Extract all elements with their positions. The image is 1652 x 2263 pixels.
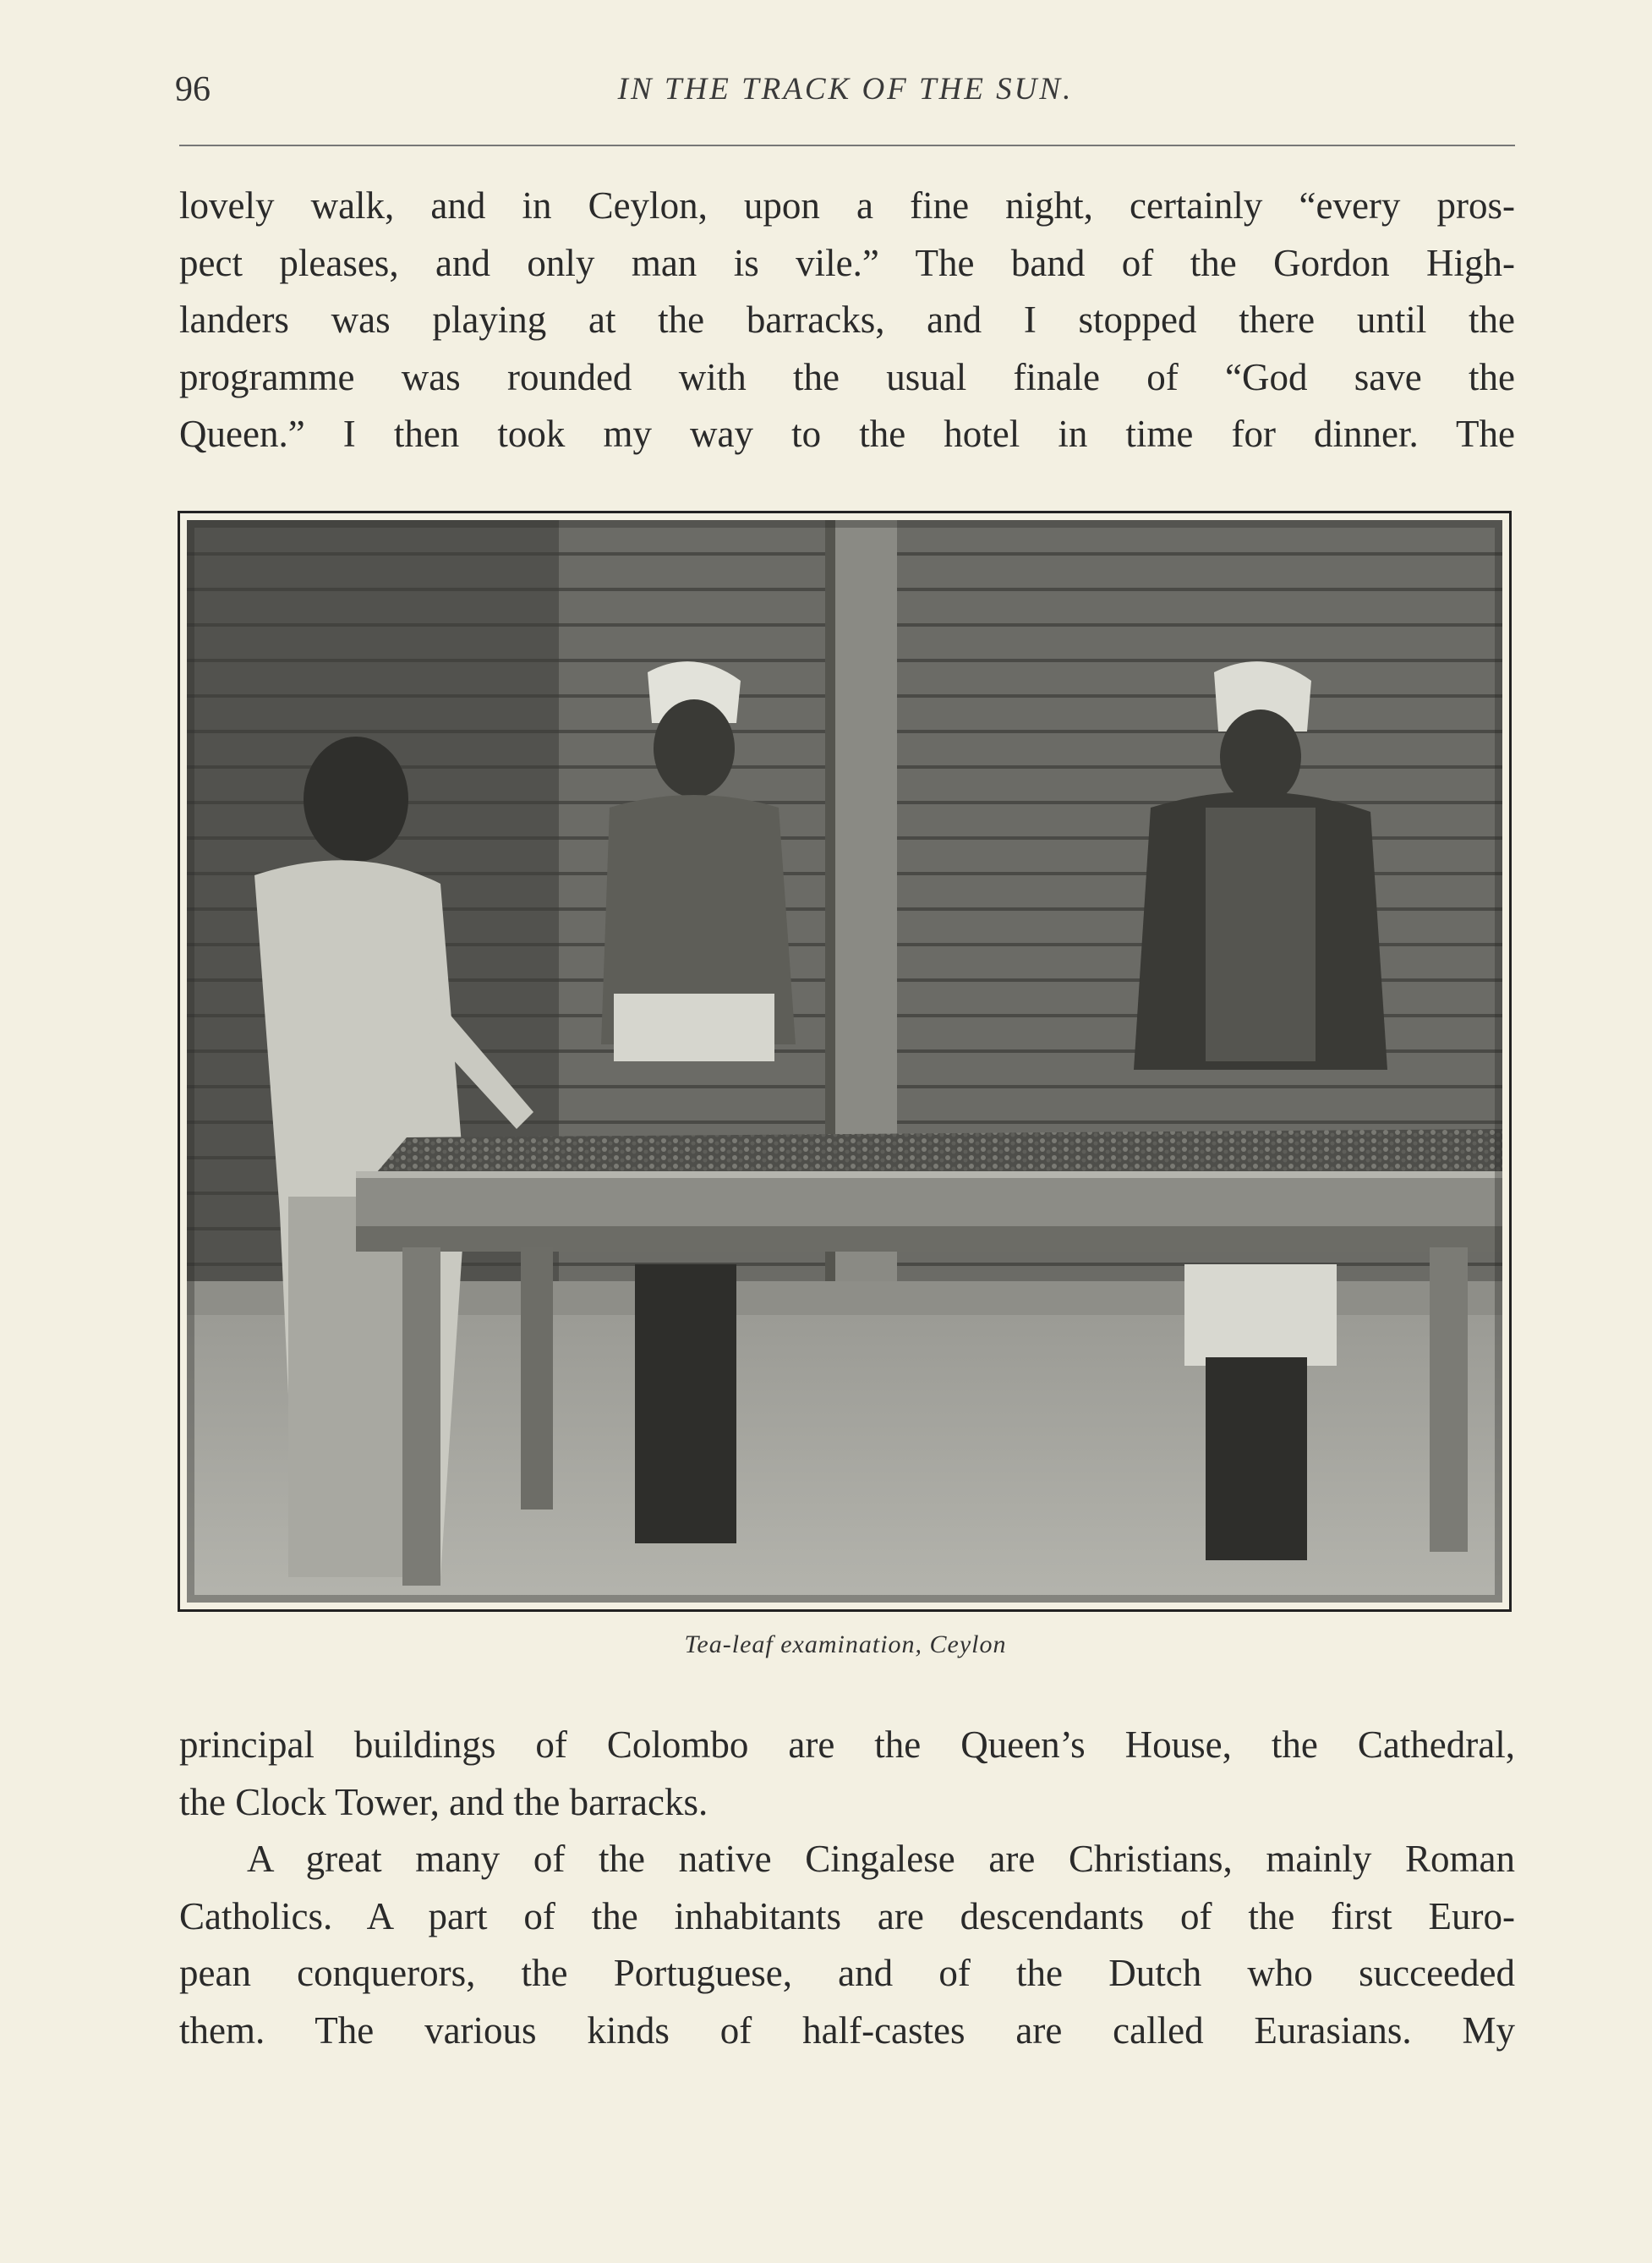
text-line: lovely walk, and in Ceylon, upon a fine night, certainly “every pros- xyxy=(179,184,1515,227)
page-number: 96 xyxy=(175,70,211,109)
text-line: principal buildings of Colombo are the Queen’s House, the Cathedral, xyxy=(179,1723,1515,1766)
text-line: pean conquerors, the Portuguese, and of the Dutch who succeeded xyxy=(179,1952,1515,1994)
tea-examination-photo xyxy=(187,520,1502,1603)
text-line: the Clock Tower, and the barracks. xyxy=(179,1780,708,1823)
photograph-figure xyxy=(178,511,1512,1612)
running-title: IN THE TRACK OF THE SUN. xyxy=(617,72,1074,107)
text-line: Queen.” I then took my way to the hotel in time for dinner. The xyxy=(179,413,1515,455)
text-line: pect pleases, and only man is vile.” The band of the Gordon High- xyxy=(179,241,1515,284)
paragraph-bottom xyxy=(179,1717,1515,2059)
figure-caption: Tea-leaf examination, Ceylon xyxy=(684,1630,1007,1658)
text-line: landers was playing at the barracks, and I stopped there until the xyxy=(179,299,1515,341)
text-line: Catholics. A part of the inhabitants are descendants of the first Euro- xyxy=(179,1894,1515,1937)
text-line: A great many of the native Cingalese are Christians, mainly Roman xyxy=(247,1838,1515,1880)
text-line: programme was rounded with the usual finale of “God save the xyxy=(179,355,1515,398)
paragraph-top xyxy=(179,178,1515,463)
header-rule xyxy=(179,145,1515,146)
text-line: them. The various kinds of half-castes are called Eurasians. My xyxy=(179,2008,1515,2052)
